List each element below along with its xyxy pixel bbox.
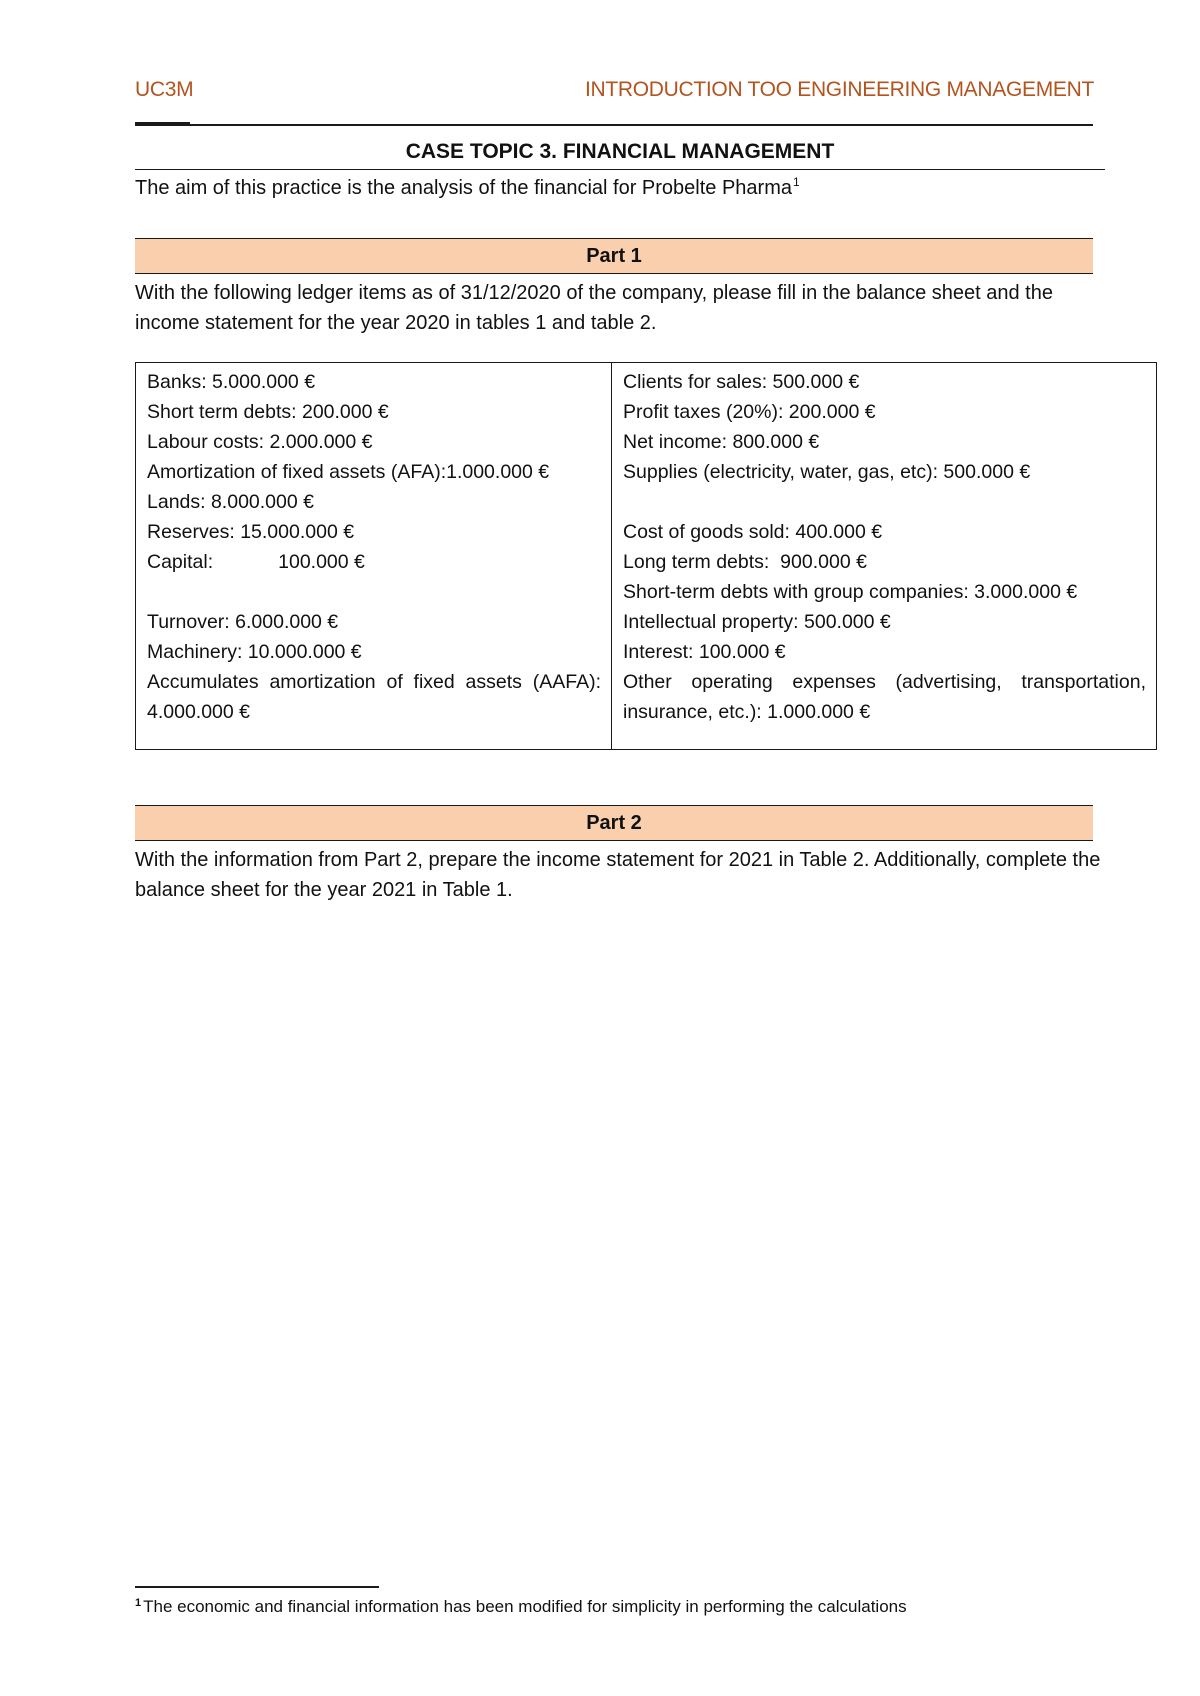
- ledger-item: Short-term debts with group companies: 3.000.000 €: [623, 581, 1078, 603]
- ledger-item: Turnover: 6.000.000 €: [147, 611, 339, 633]
- footnote-text: The economic and financial information has been modified for simplicity in performing the calculations: [143, 1597, 907, 1616]
- part2-heading: Part 2: [135, 805, 1093, 841]
- ledger-item: Interest: 100.000 €: [623, 641, 786, 663]
- ledger-item: Other operating expenses (advertising, transportation, insurance, etc.): 1.000.000 €: [623, 671, 1146, 723]
- intro-footnote-mark: 1: [792, 175, 800, 189]
- header-course-title: INTRODUCTION TOO ENGINEERING MANAGEMENT: [584, 78, 1094, 101]
- intro-text: The aim of this practice is the analysis of the financial for Probelte Pharma: [135, 177, 792, 199]
- ledger-spacer: [623, 487, 1146, 517]
- ledger-item: Profit taxes (20%): 200.000 €: [623, 401, 876, 423]
- ledger-spacer: [147, 577, 601, 607]
- part1-heading: Part 1: [135, 238, 1093, 274]
- footnote-rule: [135, 1586, 379, 1588]
- ledger-right-column: [612, 363, 1156, 749]
- ledger-item: Labour costs: 2.000.000 €: [147, 431, 373, 453]
- ledger-item: Intellectual property: 500.000 €: [623, 611, 891, 633]
- ledger-item: Machinery: 10.000.000 €: [147, 641, 362, 663]
- intro-paragraph: [135, 175, 800, 200]
- header-rule: [135, 124, 1093, 126]
- ledger-item: Reserves: 15.000.000 €: [147, 521, 355, 543]
- footnote: [135, 1597, 907, 1617]
- ledger-item: Net income: 800.000 €: [623, 431, 820, 453]
- ledger-item: Accumulates amortization of fixed assets (AAFA): 4.000.000 €: [147, 671, 601, 723]
- ledger-table: [135, 362, 1157, 750]
- part1-instructions: With the following ledger items as of 31/12/2020 of the company, please fill in the balance sheet and the income statement for the year 2020 in tables 1 and table 2.: [135, 282, 1053, 334]
- ledger-item: Cost of goods sold: 400.000 €: [623, 521, 883, 543]
- ledger-item: Long term debts: 900.000 €: [623, 551, 867, 573]
- ledger-item: Banks: 5.000.000 €: [147, 371, 316, 393]
- ledger-item: Supplies (electricity, water, gas, etc): 500.000 €: [623, 461, 1031, 483]
- ledger-item: Clients for sales: 500.000 €: [623, 371, 860, 393]
- ledger-item: Capital: 100.000 €: [147, 551, 365, 573]
- ledger-item: Lands: 8.000.000 €: [147, 491, 314, 513]
- ledger-item: Amortization of fixed assets (AFA):1.000.000 €: [147, 461, 550, 483]
- ledger-left-column: [136, 363, 612, 749]
- ledger-item: Short term debts: 200.000 €: [147, 401, 389, 423]
- page-title: CASE TOPIC 3. FINANCIAL MANAGEMENT: [405, 140, 835, 163]
- title-rule: [135, 169, 1105, 170]
- part2-instructions: With the information from Part 2, prepare the income statement for 2021 in Table 2. Additionally, complete the balance sheet for the year 2021 in Table 1.: [135, 849, 1101, 901]
- header-institution: UC3M: [135, 78, 194, 101]
- footnote-mark: 1: [135, 1597, 142, 1609]
